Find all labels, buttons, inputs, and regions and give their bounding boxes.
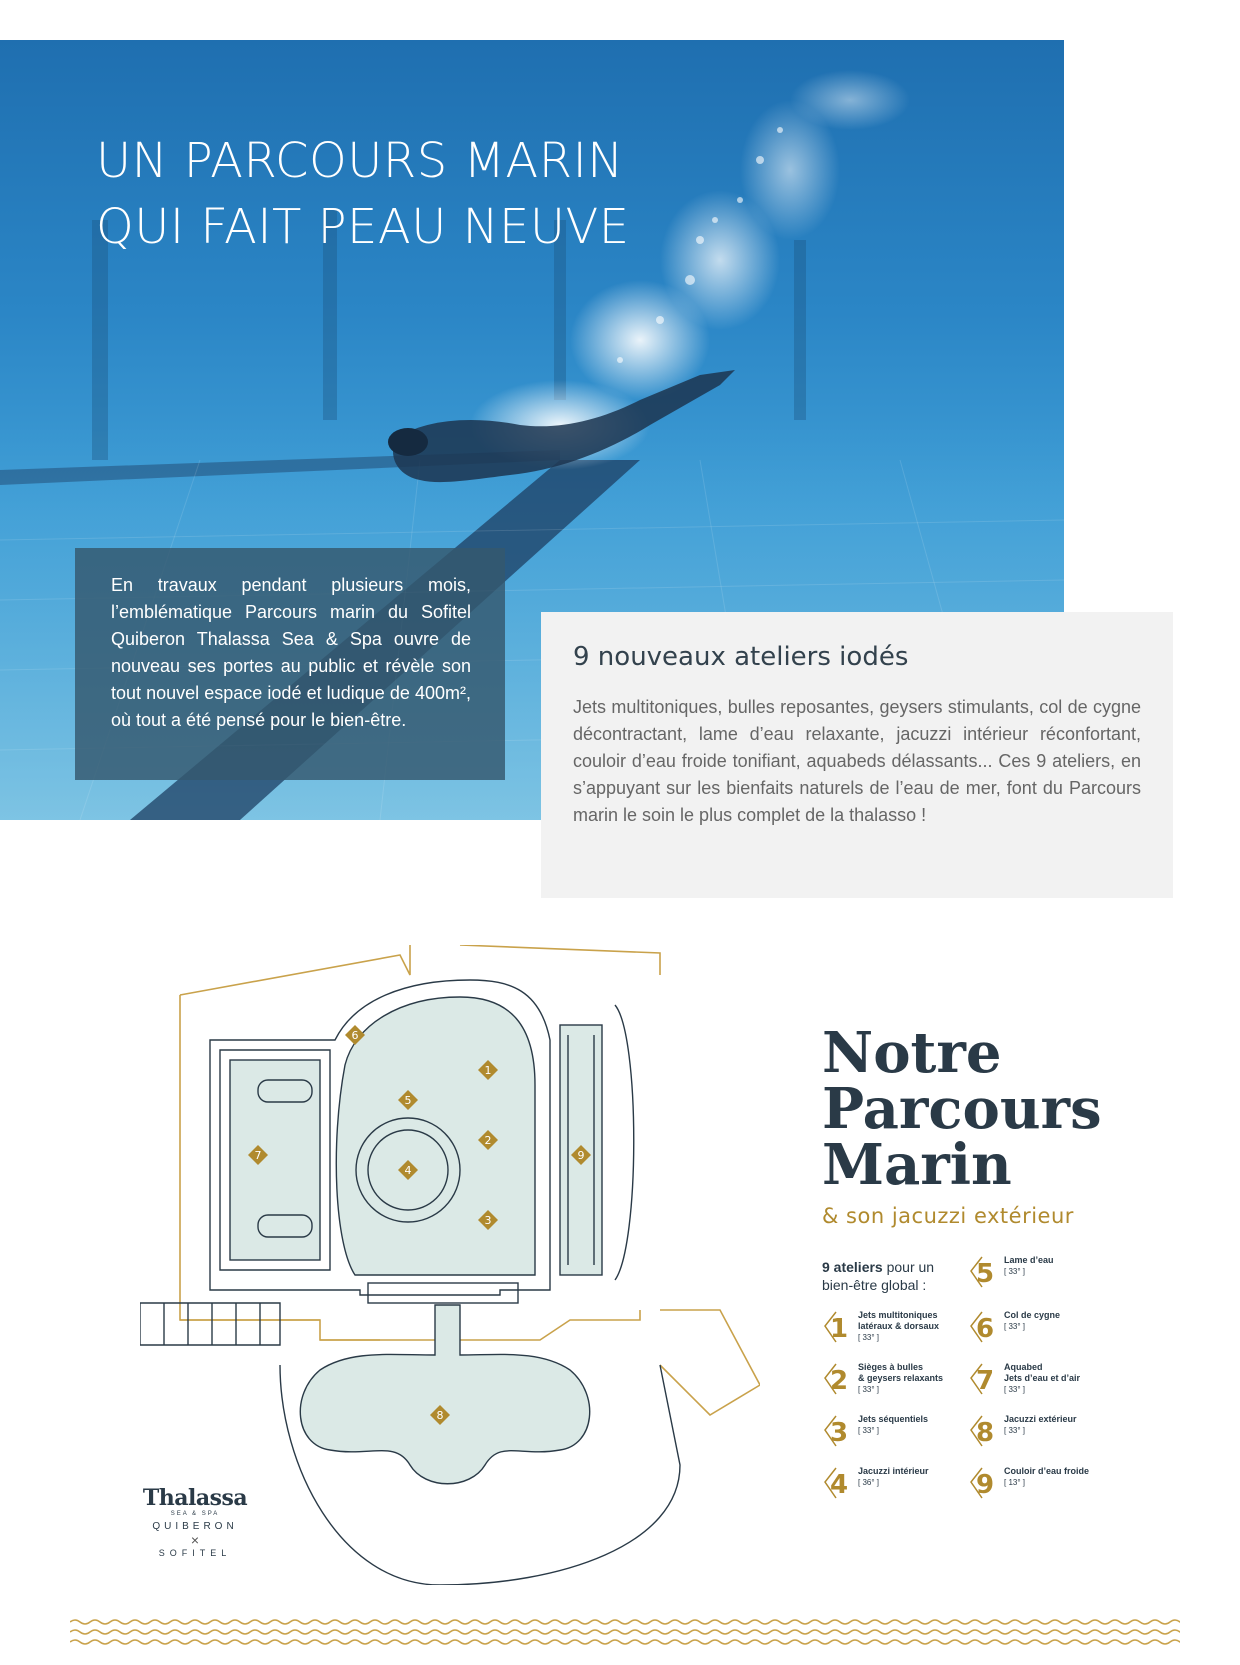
legend-temp: [ 36° ] — [858, 1478, 879, 1487]
marker-5-label: 5 — [404, 1094, 412, 1107]
legend-number: 1 — [830, 1314, 849, 1344]
plan-subtitle: & son jacuzzi extérieur — [822, 1204, 1074, 1228]
legend-number: 3 — [830, 1418, 849, 1448]
legend-number: 4 — [830, 1470, 849, 1500]
legend-intro-rest: pour un bien-être global : — [822, 1259, 935, 1293]
thalassa-sofitel-logo — [140, 1485, 250, 1558]
legend-number: 5 — [976, 1259, 995, 1289]
logo-cross: × — [190, 1532, 200, 1548]
legend-temp: [ 33° ] — [1004, 1322, 1025, 1331]
legend-temp: [ 33° ] — [858, 1426, 879, 1435]
legend-temp: [ 33° ] — [1004, 1385, 1025, 1394]
legend-name: Col de cygne — [1004, 1310, 1061, 1320]
legend-number-badge — [822, 1414, 852, 1448]
marker-6-label: 6 — [351, 1029, 359, 1042]
legend-intro-bold: 9 ateliers — [822, 1259, 883, 1275]
legend-number-badge — [968, 1362, 998, 1396]
plan-title — [822, 1020, 1102, 1198]
legend-name: Jets séquentiels — [858, 1414, 929, 1424]
legend-item-8 — [968, 1414, 1118, 1454]
legend-number-badge — [968, 1466, 998, 1500]
legend-number-badge — [822, 1466, 852, 1500]
legend-intro — [822, 1258, 962, 1294]
legend-temp: [ 13° ] — [1004, 1478, 1025, 1487]
marker-2-label: 2 — [484, 1134, 492, 1147]
legend-item-1 — [822, 1310, 972, 1350]
marker-4-label: 4 — [404, 1164, 412, 1177]
legend-name: Jacuzzi intérieur — [858, 1466, 929, 1476]
legend-item-9 — [968, 1466, 1118, 1506]
legend-name: Lame d’eau — [1004, 1255, 1054, 1265]
legend-item-6 — [968, 1310, 1118, 1350]
legend-number: 8 — [976, 1418, 995, 1448]
marker-9-label: 9 — [577, 1149, 585, 1162]
marker-8-label: 8 — [436, 1409, 444, 1422]
legend-number-badge — [968, 1414, 998, 1448]
marker-7-label: 7 — [254, 1149, 262, 1162]
plan-title-line3: Marin — [822, 1132, 1012, 1198]
legend-temp: [ 33° ] — [858, 1333, 879, 1342]
ateliers-box — [541, 612, 1173, 898]
legend-number-badge — [968, 1255, 998, 1289]
legend-number-badge — [822, 1310, 852, 1344]
legend-number: 2 — [830, 1366, 849, 1396]
ateliers-text: Jets multitoniques, bulles reposantes, geysers stimulants, col de cygne décontractant, lame d’eau relaxante, jacuzzi intérieur réconfortant, couloir d’eau froide tonifiant, aquabeds délassants... Ces 9 ateliers, en s’appuyant sur les bienfaits naturels de l’eau de mer, font du Parcours marin le soin le plus complet de la thalasso ! — [573, 697, 1141, 825]
legend-item-4 — [822, 1466, 972, 1506]
marker-3-label: 3 — [484, 1214, 492, 1227]
wave-divider — [70, 1614, 1180, 1650]
hero-title-line1: UN PARCOURS MARIN — [96, 133, 624, 189]
legend-item-3 — [822, 1414, 972, 1454]
legend-number-badge — [822, 1362, 852, 1396]
legend-name: Sièges à bulles & geysers relaxants — [858, 1362, 944, 1383]
ateliers-heading: 9 nouveaux ateliers iodés — [573, 642, 909, 672]
legend-number: 7 — [976, 1366, 995, 1396]
legend-item-2 — [822, 1362, 972, 1402]
legend-name: Couloir d’eau froide — [1004, 1466, 1090, 1476]
legend-number: 9 — [976, 1470, 995, 1500]
legend-item-7 — [968, 1362, 1118, 1402]
legend-temp: [ 33° ] — [858, 1385, 879, 1394]
plan-title-line2: Parcours — [822, 1076, 1102, 1142]
legend-item-5 — [968, 1255, 1118, 1295]
intro-text: En travaux pendant plusieurs mois, l’emblématique Parcours marin du Sofitel Quiberon Thalassa Sea & Spa ouvre de nouveau ses portes au public et révèle son tout nouvel espace iodé et ludique de 400m², où tout a été pensé pour le bien-être. — [111, 575, 471, 730]
intro-box — [75, 548, 505, 780]
plan-title-line1: Notre — [822, 1020, 1002, 1086]
logo-location: QUIBERON — [152, 1521, 238, 1532]
logo-partner: SOFITEL — [158, 1548, 232, 1558]
logo-sea-spa: SEA & SPA — [170, 1511, 220, 1517]
legend-name: Aquabed Jets d’eau et d’air — [1004, 1362, 1081, 1383]
hero-title-line2: QUI FAIT PEAU NEUVE — [96, 199, 630, 255]
legend-number-badge — [968, 1310, 998, 1344]
legend-number: 6 — [976, 1314, 995, 1344]
legend-name: Jacuzzi extérieur — [1004, 1414, 1077, 1424]
logo-brand: Thalassa — [142, 1485, 248, 1511]
legend-name: Jets multitoniques latéraux & dorsaux — [858, 1310, 940, 1331]
hero-title — [96, 128, 630, 260]
legend-temp: [ 33° ] — [1004, 1267, 1025, 1276]
marker-1-label: 1 — [484, 1064, 492, 1077]
legend-temp: [ 33° ] — [1004, 1426, 1025, 1435]
